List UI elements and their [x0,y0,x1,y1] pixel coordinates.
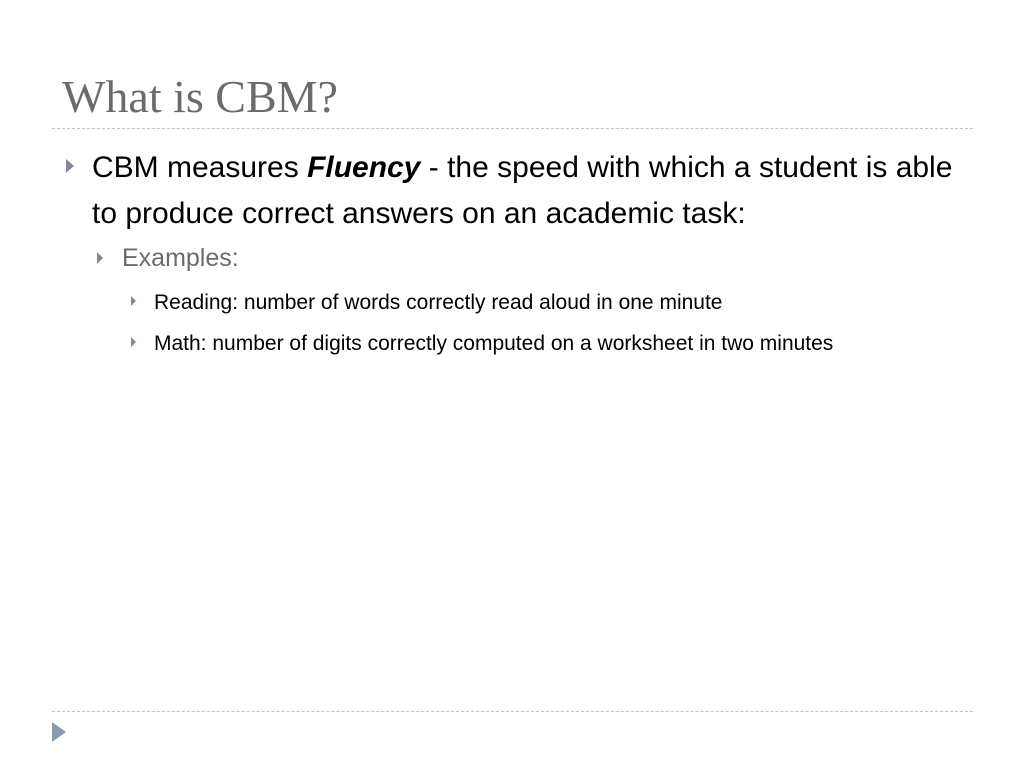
triangle-bullet-icon [131,296,136,306]
bullet-examples-text: Examples: [122,244,239,272]
footer-divider [52,711,973,712]
bullet-math-text: Math: number of digits correctly computed on a worksheet in two minutes [154,332,834,355]
slide-title: What is CBM? [62,71,338,122]
bullet-fluency-before: CBM measures [92,151,308,184]
next-slide-arrow-icon[interactable] [52,722,66,742]
triangle-bullet-icon [97,252,103,264]
bullet-fluency-after: - the speed with which a student is able to produce correct answers on an academic task: [92,151,953,230]
bullet-fluency-text [92,145,972,237]
bullet-reading-text: Reading: number of words correctly read aloud in one minute [154,291,723,314]
triangle-bullet-icon [131,337,136,347]
fluency-emphasis: Fluency [307,151,421,184]
triangle-bullet-icon [66,159,74,173]
title-divider [52,128,973,129]
